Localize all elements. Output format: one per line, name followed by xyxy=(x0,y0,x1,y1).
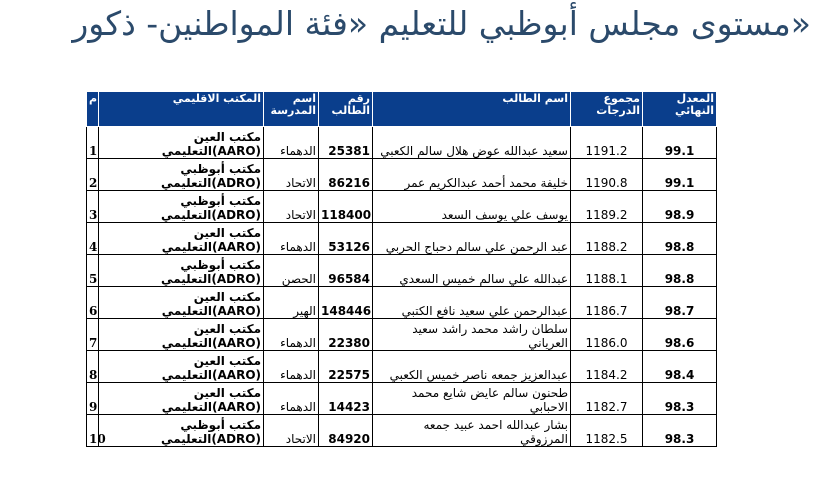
final-average: 98.9 xyxy=(643,191,717,223)
office-line-1: مكتب العين xyxy=(193,226,261,240)
office-line-2: (ADRO)التعليمي xyxy=(161,432,261,446)
total-score: 1182.7 xyxy=(571,383,643,415)
office-line-2: (ADRO)التعليمي xyxy=(161,272,261,286)
regional-office xyxy=(99,223,264,255)
table-row xyxy=(87,223,717,255)
student-name: سلطان راشد محمد راشد سعيد العرياني xyxy=(373,319,571,351)
student-name: عبدالرحمن علي سعيد نافع الكتبي xyxy=(373,287,571,319)
student-id: 14423 xyxy=(319,383,373,415)
final-average: 99.1 xyxy=(643,127,717,159)
header-row xyxy=(87,92,717,127)
header-student-id: رقم الطالب xyxy=(319,92,373,127)
regional-office xyxy=(99,415,264,447)
regional-office xyxy=(99,383,264,415)
school-name: الدهماء xyxy=(264,383,319,415)
student-id: 84920 xyxy=(319,415,373,447)
office-line-1: مكتب العين xyxy=(193,386,261,400)
student-id: 22575 xyxy=(319,351,373,383)
school-name: الهير xyxy=(264,287,319,319)
school-name: الدهماء xyxy=(264,127,319,159)
table-row xyxy=(87,159,717,191)
row-index: 6 xyxy=(87,287,99,319)
office-line-2: (AARO)التعليمي xyxy=(161,144,261,158)
header-office: المكتب الاقليمي xyxy=(99,92,264,127)
student-id: 53126 xyxy=(319,223,373,255)
school-name: الاتحاد xyxy=(264,415,319,447)
school-name: الاتحاد xyxy=(264,191,319,223)
office-line-1: مكتب أبوظبي xyxy=(180,258,261,272)
regional-office xyxy=(99,191,264,223)
regional-office xyxy=(99,255,264,287)
final-average: 98.7 xyxy=(643,287,717,319)
final-average: 98.3 xyxy=(643,383,717,415)
student-name: بشار عبدالله احمد عبيد جمعه المرزوقي xyxy=(373,415,571,447)
final-average: 99.1 xyxy=(643,159,717,191)
student-name: يوسف علي يوسف السعد xyxy=(373,191,571,223)
student-name: عبدالله علي سالم خميس السعدي xyxy=(373,255,571,287)
table-row xyxy=(87,191,717,223)
regional-office xyxy=(99,351,264,383)
header-average: المعدل النهائي xyxy=(643,92,717,127)
office-line-1: مكتب العين xyxy=(193,322,261,336)
office-line-1: مكتب العين xyxy=(193,354,261,368)
table-row xyxy=(87,127,717,159)
table-row xyxy=(87,383,717,415)
school-name: الدهماء xyxy=(264,351,319,383)
total-score: 1186.7 xyxy=(571,287,643,319)
total-score: 1182.5 xyxy=(571,415,643,447)
regional-office xyxy=(99,319,264,351)
office-line-2: (ADRO)التعليمي xyxy=(161,208,261,222)
office-line-1: مكتب العين xyxy=(193,130,261,144)
row-index: 10 xyxy=(87,415,99,447)
final-average: 98.3 xyxy=(643,415,717,447)
page-title: «مستوى مجلس أبوظبي للتعليم «فئة المواطنين- ذكور xyxy=(72,4,811,43)
row-index: 4 xyxy=(87,223,99,255)
student-id: 22380 xyxy=(319,319,373,351)
student-name: عبدالعزيز جمعه ناصر خميس الكعبي xyxy=(373,351,571,383)
total-score: 1186.0 xyxy=(571,319,643,351)
header-total: مجموع الدرجات xyxy=(571,92,643,127)
total-score: 1189.2 xyxy=(571,191,643,223)
header-student-name: اسم الطالب xyxy=(373,92,571,127)
total-score: 1191.2 xyxy=(571,127,643,159)
school-name: الدهماء xyxy=(264,319,319,351)
office-line-2: (AARO)التعليمي xyxy=(161,400,261,414)
regional-office xyxy=(99,127,264,159)
regional-office xyxy=(99,159,264,191)
office-line-1: مكتب العين xyxy=(193,290,261,304)
student-id: 148446 xyxy=(319,287,373,319)
header-index: م xyxy=(87,92,99,127)
total-score: 1188.2 xyxy=(571,223,643,255)
regional-office xyxy=(99,287,264,319)
office-line-2: (AARO)التعليمي xyxy=(161,336,261,350)
row-index: 9 xyxy=(87,383,99,415)
office-line-1: مكتب أبوظبي xyxy=(180,194,261,208)
final-average: 98.4 xyxy=(643,351,717,383)
student-id: 86216 xyxy=(319,159,373,191)
total-score: 1184.2 xyxy=(571,351,643,383)
office-line-2: (AARO)التعليمي xyxy=(161,304,261,318)
office-line-2: (AARO)التعليمي xyxy=(161,368,261,382)
school-name: الدهماء xyxy=(264,223,319,255)
student-id: 118400 xyxy=(319,191,373,223)
row-index: 8 xyxy=(87,351,99,383)
final-average: 98.8 xyxy=(643,255,717,287)
total-score: 1190.8 xyxy=(571,159,643,191)
header-school: اسم المدرسة xyxy=(264,92,319,127)
final-average: 98.6 xyxy=(643,319,717,351)
row-index: 7 xyxy=(87,319,99,351)
table-row xyxy=(87,287,717,319)
school-name: الاتحاد xyxy=(264,159,319,191)
student-name: خليفة محمد أحمد عبدالكريم عمر xyxy=(373,159,571,191)
student-name: طحنون سالم عايض شايع محمد الاحبابي xyxy=(373,383,571,415)
table-row xyxy=(87,415,717,447)
office-line-1: مكتب أبوظبي xyxy=(180,162,261,176)
office-line-1: مكتب أبوظبي xyxy=(180,418,261,432)
office-line-2: (AARO)التعليمي xyxy=(161,240,261,254)
results-table xyxy=(86,91,717,447)
table-row xyxy=(87,255,717,287)
student-name: عبد الرحمن علي سالم دحباج الحربي xyxy=(373,223,571,255)
row-index: 1 xyxy=(87,127,99,159)
row-index: 2 xyxy=(87,159,99,191)
office-line-2: (ADRO)التعليمي xyxy=(161,176,261,190)
row-index: 5 xyxy=(87,255,99,287)
student-id: 96584 xyxy=(319,255,373,287)
student-name: سعيد عبدالله عوض هلال سالم الكعبي xyxy=(373,127,571,159)
school-name: الحصن xyxy=(264,255,319,287)
row-index: 3 xyxy=(87,191,99,223)
table-row xyxy=(87,351,717,383)
student-id: 25381 xyxy=(319,127,373,159)
total-score: 1188.1 xyxy=(571,255,643,287)
final-average: 98.8 xyxy=(643,223,717,255)
table-row xyxy=(87,319,717,351)
